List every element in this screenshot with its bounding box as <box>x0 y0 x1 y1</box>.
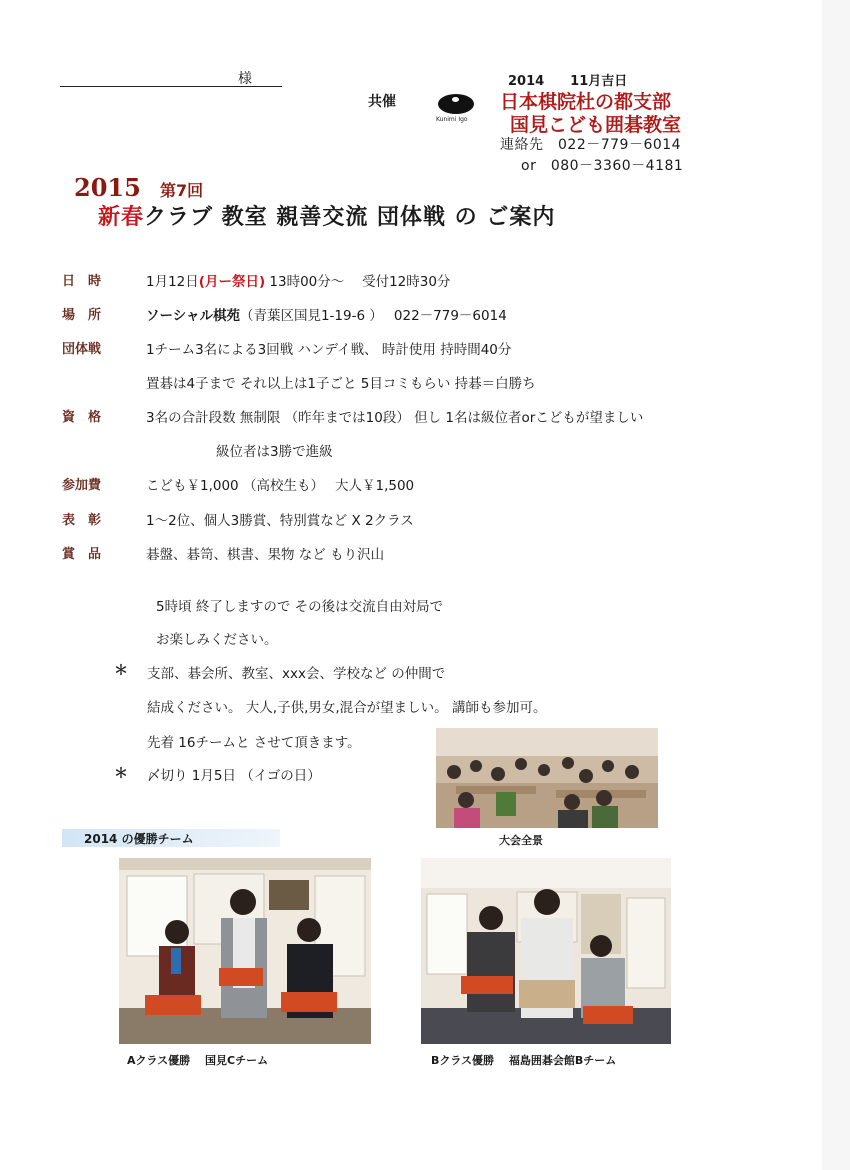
event-year: 2015 <box>74 173 141 202</box>
contact-phone-1: 連絡先 022－779－6014 <box>500 137 682 153</box>
event-edition: 第7回 <box>160 181 204 200</box>
label-fee: 参加費 <box>62 478 102 493</box>
organizer-name-2: 国見こども囲碁教室 <box>510 114 682 136</box>
value-awards: 1～2位、個人3勝賞、特別賞など X 2クラス <box>146 513 414 529</box>
value-promotion: 級位者は3勝で進級 <box>216 444 333 460</box>
contact-phone-2: or 080－3360－4181 <box>521 158 684 174</box>
organizer-name-1: 日本棋院杜の都支部 <box>500 91 672 113</box>
note-teams-2: 結成ください。 大人,子供,男女,混合が望ましい。 講師も参加可。 <box>147 700 547 716</box>
holiday-note: (月ー祭日) <box>198 274 266 290</box>
title-main: クラブ 教室 親善交流 団体戦 の ご案内 <box>144 205 556 230</box>
class-a-caption: Aクラス優勝 国見Cチーム <box>127 1054 269 1067</box>
value-fee: こども￥1,000 （高校生も） 大人￥1,500 <box>146 478 415 494</box>
note-teams-3: 先着 16チームと させて頂きます。 <box>147 735 361 751</box>
note-teams-1: 支部、碁会所、教室、xxx会、学校など の仲間で <box>147 666 446 682</box>
logo-caption: Kunimi Igo <box>436 116 468 123</box>
label-venue: 場 所 <box>62 308 102 323</box>
venue-overview-photo <box>436 728 658 828</box>
issue-date: 2014 11月吉日 <box>508 74 628 89</box>
title-new-year: 新春 <box>98 205 145 230</box>
label-awards: 表 彰 <box>62 513 102 528</box>
value-prizes: 碁盤、碁笥、棋書、果物 など もり沢山 <box>146 547 385 563</box>
cosponsor-label: 共催 <box>368 94 396 110</box>
venue-address: （青葉区国見1-19-6 ） 022－779－6014 <box>239 308 507 324</box>
overview-caption: 大会全景 <box>499 834 543 847</box>
value-eligibility: 3名の合計段数 無制限 （昨年までは10段） 但し 1名は級位者orこどもが望ましい <box>146 410 644 426</box>
label-datetime: 日 時 <box>62 274 102 289</box>
winners-section-title: 2014 の優勝チーム <box>84 832 194 846</box>
value-handicap-rules: 置碁は4子まで それ以上は1子ごと 5目コミもらい 持碁＝白勝ち <box>146 376 536 392</box>
note-enjoy: お楽しみください。 <box>156 632 278 648</box>
note-deadline: 〆切り 1月5日 （イゴの日） <box>147 768 321 784</box>
value-team-match: 1チーム3名による3回戦 ハンデイ戦、 時計使用 持時間40分 <box>146 342 512 358</box>
venue-name: ソーシャル棋苑 <box>146 308 240 324</box>
label-team-match: 団体戦 <box>62 342 102 357</box>
class-b-winners-photo <box>421 858 671 1044</box>
class-b-caption: Bクラス優勝 福島囲碁会館Bチーム <box>431 1054 617 1067</box>
label-prizes: 賞 品 <box>62 547 102 562</box>
value-venue <box>146 304 507 324</box>
kunimi-igo-logo <box>436 92 478 126</box>
value-datetime: 1月12日(月ー祭日) 13時00分～ 受付12時30分 <box>146 274 451 290</box>
bullet-asterisk: ＊ <box>114 766 128 782</box>
class-a-winners-photo <box>119 858 371 1044</box>
bullet-asterisk: ＊ <box>114 663 128 679</box>
recipient-honorific: 様 <box>238 71 252 87</box>
note-end-time: 5時頃 終了しますので その後は交流自由対局で <box>156 599 444 615</box>
event-title <box>98 200 555 231</box>
label-eligibility: 資 格 <box>62 410 102 425</box>
